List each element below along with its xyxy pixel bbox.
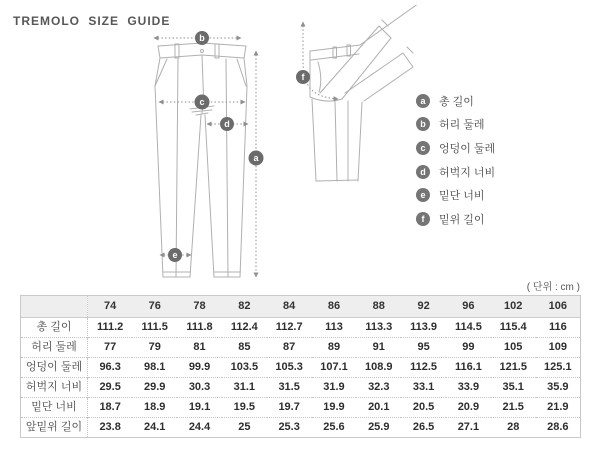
legend-label: 밑단 너비 (439, 190, 485, 203)
measure-marker-f (296, 70, 310, 84)
svg-text:a: a (253, 153, 259, 164)
a-legend-marker: a (416, 94, 430, 108)
size-value-cell: 29.5 (88, 378, 133, 398)
size-value-cell: 112.7 (275, 321, 303, 333)
size-value-cell: 18.9 (132, 398, 177, 418)
size-value-cell: 20.5 (401, 398, 446, 418)
size-value-cell: 81 (177, 338, 222, 358)
size-value-cell: 25 (222, 418, 267, 438)
legend-item-c (416, 136, 495, 160)
size-value-cell: 112.4 (230, 321, 258, 333)
size-value-cell: 32.3 (356, 378, 401, 398)
row-label: 앞밑위 길이 (21, 418, 88, 438)
size-value-cell: 28.6 (536, 418, 581, 438)
legend-label: 허벅지 너비 (439, 166, 496, 179)
size-value-cell: 96.3 (88, 358, 133, 378)
size-value-cell: 111.5 (141, 321, 168, 333)
row-label: 총 길이 (21, 318, 88, 338)
size-value-cell: 31.5 (267, 378, 312, 398)
size-value-cell: 87 (267, 338, 312, 358)
size-value-cell: 113 (325, 321, 343, 333)
size-value-cell: 26.5 (401, 418, 446, 438)
front-measure-lines (154, 38, 256, 277)
size-value-cell: 24.1 (132, 418, 177, 438)
size-value-cell: 108.9 (356, 358, 401, 378)
size-value-cell: 19.5 (222, 398, 267, 418)
size-value-cell: 18.7 (88, 398, 133, 418)
size-value-cell: 33.1 (401, 378, 446, 398)
svg-text:b: b (199, 33, 205, 44)
size-value-cell: 29.9 (132, 378, 177, 398)
size-column-header: 78 (177, 296, 222, 318)
size-value-cell: 105 (491, 338, 536, 358)
legend-item-f (416, 207, 495, 231)
pants-side-outline (310, 5, 422, 181)
size-value-cell: 27.1 (446, 418, 491, 438)
row-label: 엉덩이 둘레 (21, 358, 88, 378)
measure-marker-e (168, 248, 182, 262)
table-row (21, 358, 581, 378)
size-value-cell: 99 (446, 338, 491, 358)
legend-label: 엉덩이 둘레 (439, 142, 496, 155)
pants-front-diagram (130, 25, 300, 287)
table-corner-cell (21, 296, 88, 318)
measure-marker-a (249, 151, 264, 166)
row-label: 허벅지 너비 (21, 378, 88, 398)
size-value-cell: 77 (88, 338, 133, 358)
legend-label: 총 길이 (439, 95, 474, 108)
size-value-cell: 35.1 (491, 378, 536, 398)
unit-note: ( 단위 : cm ) (526, 282, 580, 293)
legend-label: 밑위 길이 (439, 213, 485, 226)
page-title: TREMOLO SIZE GUIDE (13, 14, 171, 28)
size-column-header: 106 (536, 296, 581, 318)
size-value-cell: 20.9 (446, 398, 491, 418)
svg-text:d: d (224, 119, 230, 130)
measure-marker-b (195, 31, 209, 45)
size-value-cell: 113.3 (365, 321, 393, 333)
legend-item-e (416, 183, 495, 207)
size-column-header: 76 (132, 296, 177, 318)
size-value-cell: 20.1 (356, 398, 401, 418)
size-value-cell: 35.9 (536, 378, 581, 398)
size-table (20, 295, 581, 438)
size-value-cell: 105.3 (267, 358, 312, 378)
svg-text:e: e (172, 250, 178, 261)
size-value-cell: 79 (132, 338, 177, 358)
measurement-legend (416, 89, 495, 231)
table-row (21, 318, 581, 338)
size-column-header: 96 (446, 296, 491, 318)
size-value-cell: 25.9 (356, 418, 401, 438)
size-value-cell: 33.9 (446, 378, 491, 398)
size-value-cell: 23.8 (88, 418, 133, 438)
size-header-row (21, 296, 581, 318)
size-value-cell: 19.1 (177, 398, 222, 418)
size-column-header: 92 (401, 296, 446, 318)
size-value-cell: 114.5 (454, 321, 482, 333)
measure-marker-c (195, 95, 210, 110)
size-value-cell: 121.5 (491, 358, 536, 378)
size-value-cell: 116 (548, 321, 567, 333)
table-row (21, 398, 581, 418)
size-value-cell: 21.9 (536, 398, 581, 418)
d-legend-marker: d (416, 165, 430, 179)
size-value-cell: 31.1 (222, 378, 267, 398)
size-value-cell: 85 (222, 338, 267, 358)
svg-text:c: c (199, 97, 205, 108)
size-value-cell: 109 (536, 338, 581, 358)
size-column-header: 88 (356, 296, 401, 318)
size-column-header: 86 (312, 296, 357, 318)
size-value-cell: 91 (356, 338, 401, 358)
e-legend-marker: e (416, 188, 430, 202)
measure-marker-d (220, 117, 234, 131)
f-legend-marker: f (416, 212, 430, 226)
size-column-header: 84 (267, 296, 312, 318)
legend-item-a (416, 89, 495, 113)
b-legend-marker: b (416, 117, 430, 131)
size-value-cell: 89 (312, 338, 357, 358)
legend-label: 허리 둘레 (439, 119, 485, 132)
table-row (21, 418, 581, 438)
row-label: 허리 둘레 (21, 338, 88, 358)
size-column-header: 102 (491, 296, 536, 318)
pants-front-outline (155, 43, 247, 277)
c-legend-marker: c (416, 141, 430, 155)
size-value-cell: 112.5 (401, 358, 446, 378)
size-column-header: 74 (88, 296, 133, 318)
size-value-cell: 107.1 (312, 358, 357, 378)
size-value-cell: 19.7 (267, 398, 312, 418)
size-value-cell: 99.9 (177, 358, 222, 378)
size-value-cell: 111.2 (96, 321, 124, 333)
size-value-cell: 25.3 (267, 418, 312, 438)
legend-item-d (416, 160, 495, 184)
svg-text:f: f (301, 72, 305, 83)
size-value-cell: 21.5 (491, 398, 536, 418)
table-row (21, 338, 581, 358)
size-value-cell: 111.8 (186, 321, 213, 333)
size-value-cell: 19.9 (312, 398, 357, 418)
size-value-cell: 98.1 (132, 358, 177, 378)
size-value-cell: 103.5 (222, 358, 267, 378)
size-value-cell: 28 (491, 418, 536, 438)
size-value-cell: 24.4 (177, 418, 222, 438)
size-value-cell: 31.9 (312, 378, 357, 398)
size-value-cell: 125.1 (536, 358, 581, 378)
size-column-header: 82 (222, 296, 267, 318)
size-value-cell: 116.1 (446, 358, 491, 378)
size-value-cell: 30.3 (177, 378, 222, 398)
row-label: 밑단 너비 (21, 398, 88, 418)
size-value-cell: 95 (401, 338, 446, 358)
size-value-cell: 25.6 (312, 418, 357, 438)
size-value-cell: 115.4 (499, 321, 527, 333)
size-value-cell: 113.9 (410, 321, 438, 333)
legend-item-b (416, 113, 495, 137)
table-row (21, 378, 581, 398)
